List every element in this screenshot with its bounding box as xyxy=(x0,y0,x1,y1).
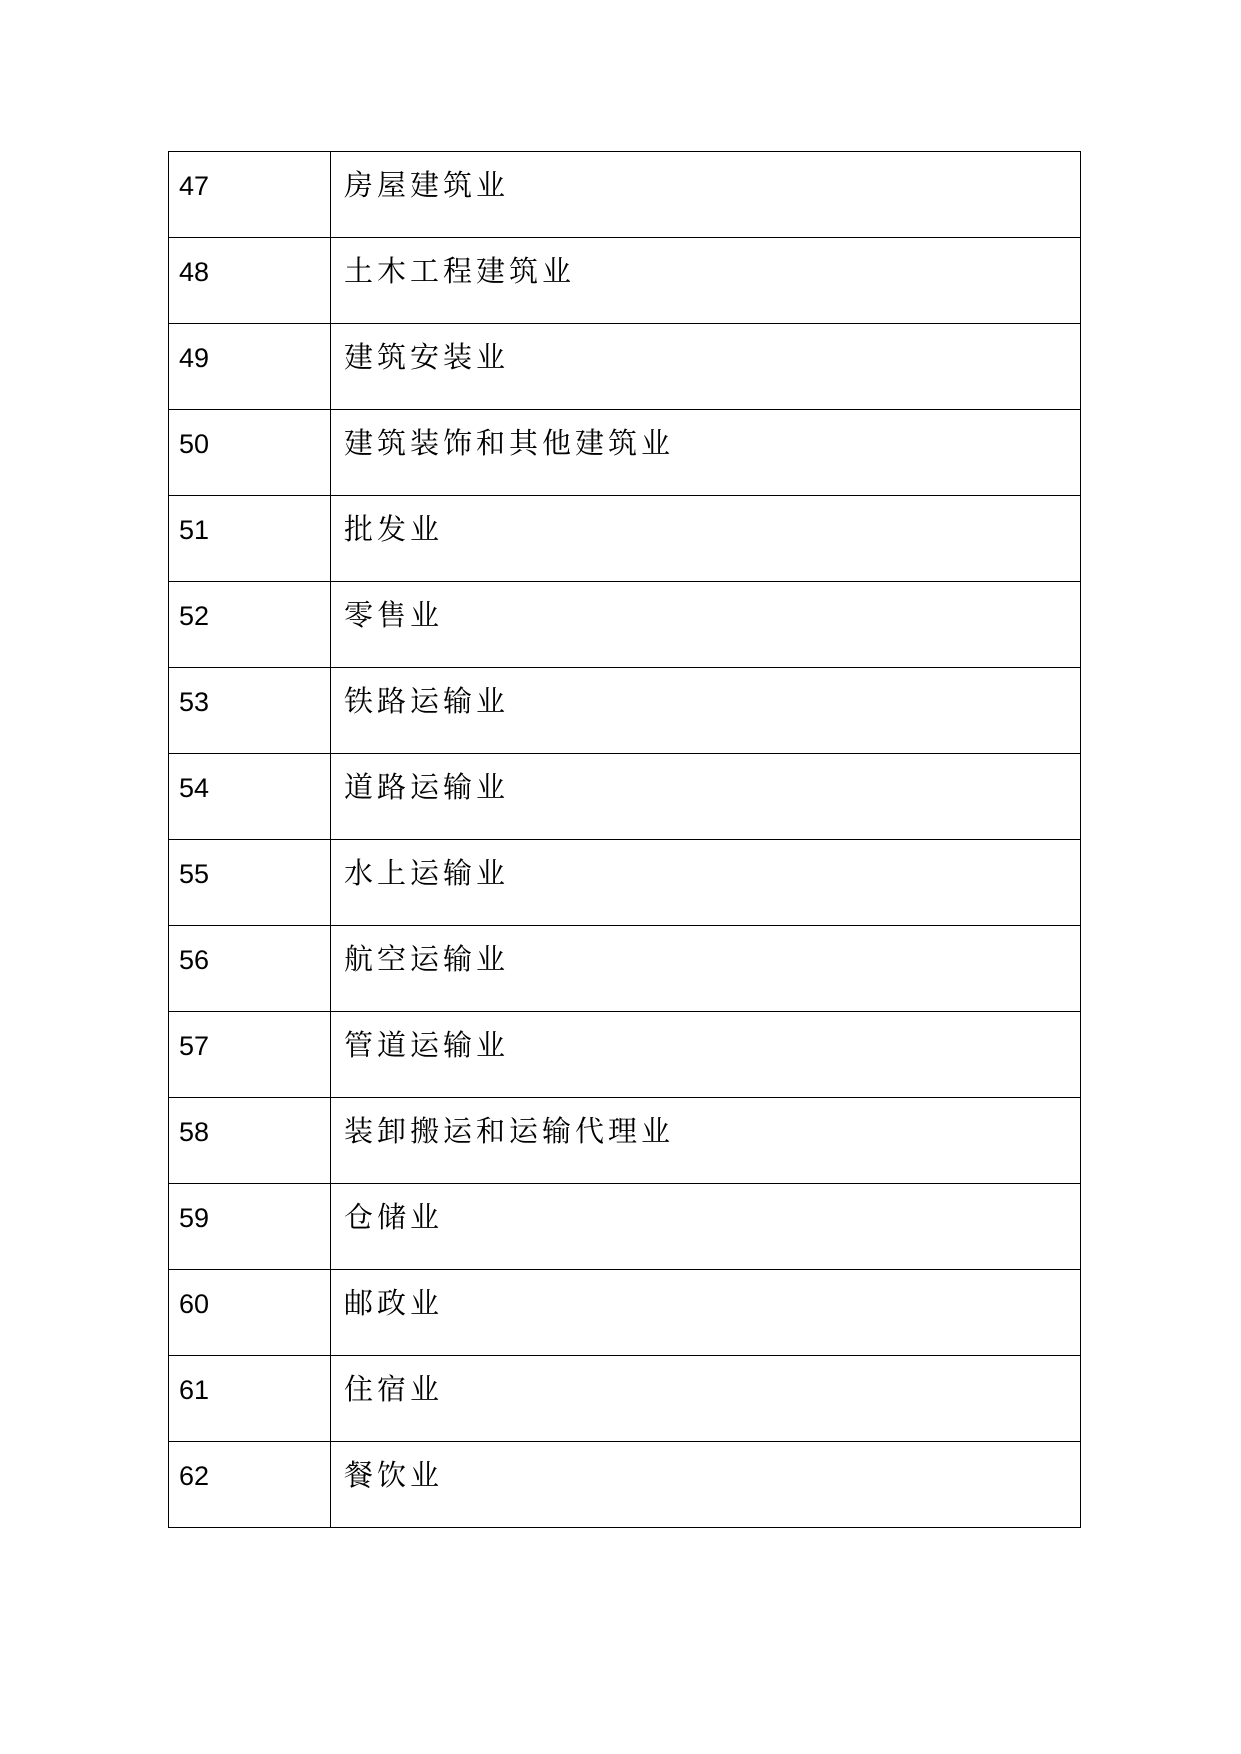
industry-name: 批发业 xyxy=(344,512,444,546)
code-cell xyxy=(169,926,331,1012)
industry-code: 56 xyxy=(179,945,210,975)
name-cell xyxy=(331,238,1081,324)
table-row xyxy=(169,754,1081,840)
industry-code: 62 xyxy=(179,1461,210,1491)
table-row xyxy=(169,496,1081,582)
table-row xyxy=(169,410,1081,496)
industry-name: 零售业 xyxy=(344,598,444,632)
table-row xyxy=(169,1184,1081,1270)
industry-name: 土木工程建筑业 xyxy=(344,254,576,288)
industry-code: 52 xyxy=(179,601,210,631)
code-cell xyxy=(169,324,331,410)
code-cell xyxy=(169,582,331,668)
name-cell xyxy=(331,1012,1081,1098)
industry-code: 49 xyxy=(179,343,210,373)
name-cell xyxy=(331,324,1081,410)
industry-name: 装卸搬运和运输代理业 xyxy=(344,1114,675,1148)
name-cell xyxy=(331,1184,1081,1270)
code-cell xyxy=(169,1098,331,1184)
industry-code: 51 xyxy=(179,515,210,545)
industry-name: 管道运输业 xyxy=(344,1028,510,1062)
industry-code: 48 xyxy=(179,257,210,287)
industry-name: 航空运输业 xyxy=(344,942,510,976)
name-cell xyxy=(331,1270,1081,1356)
table-row xyxy=(169,582,1081,668)
industry-code-table xyxy=(168,151,1081,1528)
table-row xyxy=(169,1442,1081,1528)
table-row xyxy=(169,840,1081,926)
code-cell xyxy=(169,754,331,840)
code-cell xyxy=(169,1356,331,1442)
name-cell xyxy=(331,1442,1081,1528)
industry-name: 房屋建筑业 xyxy=(344,168,510,202)
code-cell xyxy=(169,668,331,754)
code-cell xyxy=(169,152,331,238)
table-row xyxy=(169,1270,1081,1356)
name-cell xyxy=(331,1356,1081,1442)
code-cell xyxy=(169,1184,331,1270)
industry-name: 水上运输业 xyxy=(344,856,510,890)
name-cell xyxy=(331,410,1081,496)
name-cell xyxy=(331,754,1081,840)
name-cell xyxy=(331,668,1081,754)
industry-code: 60 xyxy=(179,1289,210,1319)
industry-code: 53 xyxy=(179,687,210,717)
industry-name: 餐饮业 xyxy=(344,1458,444,1492)
industry-name: 铁路运输业 xyxy=(344,684,510,718)
industry-name: 建筑装饰和其他建筑业 xyxy=(344,426,675,460)
code-cell xyxy=(169,238,331,324)
name-cell xyxy=(331,926,1081,1012)
table-row xyxy=(169,926,1081,1012)
table-row xyxy=(169,152,1081,238)
name-cell xyxy=(331,1098,1081,1184)
industry-code: 61 xyxy=(179,1375,210,1405)
code-cell xyxy=(169,410,331,496)
table-row xyxy=(169,324,1081,410)
name-cell xyxy=(331,840,1081,926)
name-cell xyxy=(331,496,1081,582)
table-row xyxy=(169,1356,1081,1442)
table-row xyxy=(169,1012,1081,1098)
industry-code: 50 xyxy=(179,429,210,459)
code-cell xyxy=(169,1270,331,1356)
table-row xyxy=(169,238,1081,324)
industry-code: 47 xyxy=(179,171,210,201)
industry-code: 57 xyxy=(179,1031,210,1061)
industry-code: 58 xyxy=(179,1117,210,1147)
code-cell xyxy=(169,840,331,926)
table-row xyxy=(169,1098,1081,1184)
industry-name: 建筑安装业 xyxy=(344,340,510,374)
code-cell xyxy=(169,1442,331,1528)
industry-code: 55 xyxy=(179,859,210,889)
name-cell xyxy=(331,582,1081,668)
industry-name: 邮政业 xyxy=(344,1286,444,1320)
industry-name: 住宿业 xyxy=(344,1372,444,1406)
table-row xyxy=(169,668,1081,754)
industry-code: 54 xyxy=(179,773,210,803)
industry-code: 59 xyxy=(179,1203,210,1233)
industry-name: 仓储业 xyxy=(344,1200,444,1234)
code-cell xyxy=(169,1012,331,1098)
table-body xyxy=(169,152,1081,1528)
name-cell xyxy=(331,152,1081,238)
code-cell xyxy=(169,496,331,582)
industry-name: 道路运输业 xyxy=(344,770,510,804)
